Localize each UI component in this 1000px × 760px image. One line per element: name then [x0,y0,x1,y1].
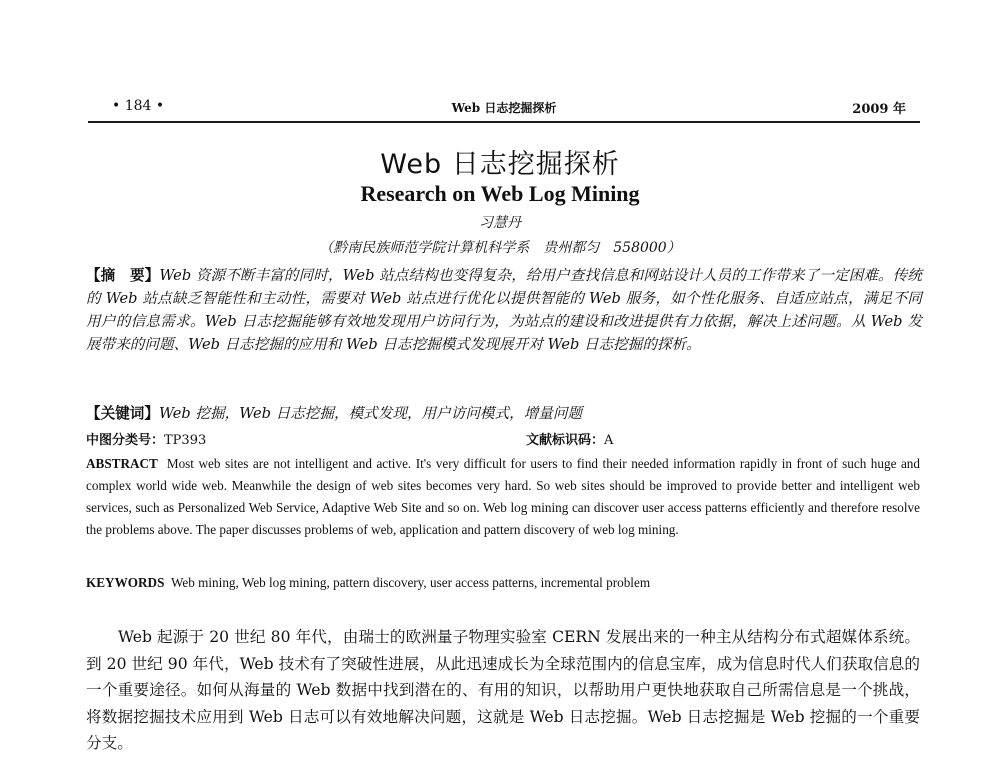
abstract-en-text: Most web sites are not intelligent and active. It's very difficult for users to find their needed information rapidly in front of such huge and complex world wide web. Meanwhile the design of web sites becomes very hard. So web sites should be improved to provide better and intelligent web services, such as Personalized Web Service, Adaptive Web Site and so on. Web log mining can discover user access patterns efficiently and therefore resolve the problems above. The paper discusses problems of web, application and pattern discovery of web log mining. [86,456,920,537]
publication-year: 2009 年 [852,102,906,117]
clc-label: 中图分类号： [86,433,165,448]
keywords-english [86,575,920,591]
doc-code-value: A [604,433,614,448]
document-code [526,429,613,448]
abstract-cn-text: Web 资源不断丰富的同时，Web 站点结构也变得复杂，给用户查找信息和网站设计人员的工作带来了一定困难。传统的 Web 站点缺乏智能性和主动性，需要对 Web 站点进行优化以提供智能的 Web 服务，如个性化服务、自适应站点，满足不同用户的信息需求。Web 日志挖掘能够有效地发现用户访问行为，为站点的建设和改进提供有力依据，解决上述问题。从 Web 发展带来的问题、Web 日志挖掘的应用和 Web 日志挖掘模式发现展开对 Web 日志挖掘的探析。 [86,267,922,353]
clc-value: TP393 [164,433,207,448]
abstract-cn-label: 【摘 要】 [86,267,160,284]
clc-number [86,429,206,448]
header-rule [88,121,920,123]
author-name: 习慧丹 [479,215,521,231]
abstract-english [86,453,920,541]
running-title: Web 日志挖掘探析 [451,101,557,115]
abstract-chinese [86,264,922,356]
keywords-chinese [86,402,922,423]
title-english: Research on Web Log Mining [360,181,640,206]
keywords-en-text: Web mining, Web log mining, pattern discovery, user access patterns, incremental problem [171,575,651,590]
body-paragraph: Web 起源于 20 世纪 80 年代，由瑞士的欧洲量子物理实验室 CERN 发展出来的一种主从结构分布式超媒体系统。到 20 世纪 90 年代，Web 技术有了突破性进展，从此迅速成长为全球范围内的信息宝库，成为信息时代人们获取信息的一个重要途径。如何从海量的 Web 数据中找到潜在的、有用的知识，以帮助用户更快地获取自己所需信息是一个挑战，将数据挖掘技术应用到 Web 日志可以有效地解决问题，这就是 Web 日志挖掘。Web 日志挖掘是 Web 挖掘的一个重要分支。 [86,628,920,752]
title-chinese: Web 日志挖掘探析 [380,149,620,180]
keywords-en-label: KEYWORDS [86,575,165,590]
abstract-en-label: ABSTRACT [86,456,158,471]
keywords-cn-label: 【关键词】 [86,405,159,422]
page-number: • 184 • [112,98,165,114]
running-header [88,95,920,121]
keywords-cn-text: Web 挖掘，Web 日志挖掘，模式发现，用户访问模式，增量问题 [158,405,583,422]
author-affiliation: （黔南民族师范学院计算机科学系 贵州都匀 558000） [319,240,681,256]
doc-code-label: 文献标识码： [526,433,605,448]
